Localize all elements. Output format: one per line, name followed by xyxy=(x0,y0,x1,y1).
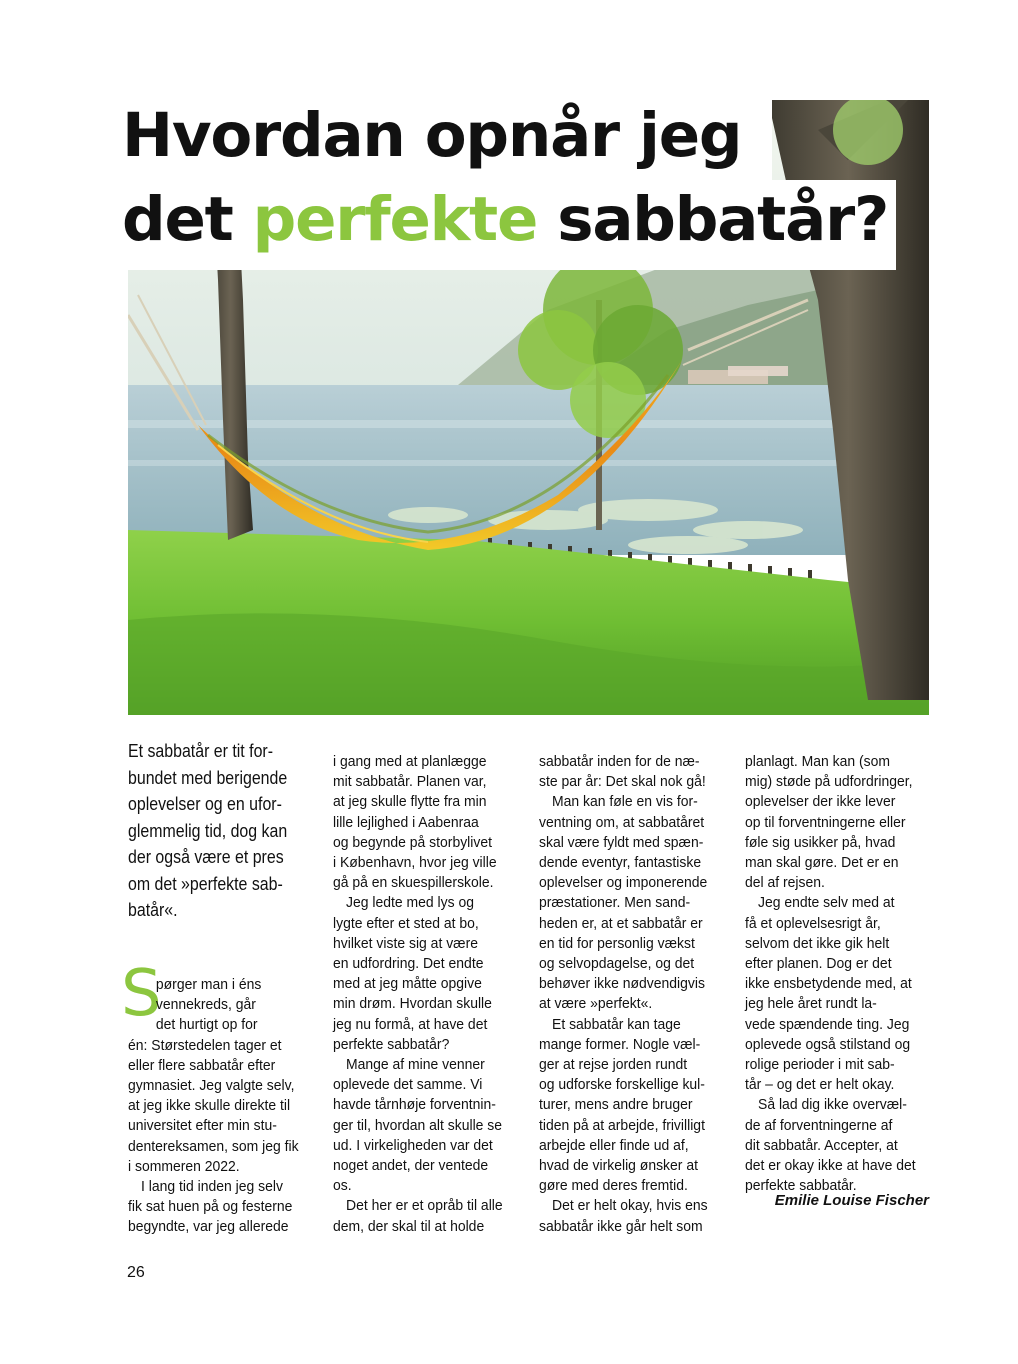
column-line: skal være fyldt med spæn- xyxy=(539,833,704,851)
column-line: oplevelser der ikke lever xyxy=(745,793,896,811)
column-line: rolige perioder i mit sab- xyxy=(745,1056,895,1074)
column-line: tår – og det er helt okay. xyxy=(745,1076,895,1094)
column-line: ger at rejse jorden rundt xyxy=(539,1056,688,1074)
column-line: begyndte, var jeg allerede xyxy=(128,1218,289,1236)
column-line: havde tårnhøje forventnin- xyxy=(333,1096,496,1114)
column-line: planlagt. Man kan (som xyxy=(745,753,891,770)
column-line: fik sat huen på og festerne xyxy=(128,1198,293,1216)
column-line: og begynde på storbylivet xyxy=(333,833,492,851)
column-line: lygte efter et sted at bo, xyxy=(333,914,479,932)
intro-line: om det »perfekte sab- xyxy=(128,872,283,894)
column-line: oplevede det samme. Vi xyxy=(333,1076,483,1094)
column-line: sabbatår inden for de næ- xyxy=(539,753,700,770)
column-line: dende eventyr, fantastiske xyxy=(539,854,702,872)
column-line: en udfordring. Det endte xyxy=(333,955,484,973)
column-line: os. xyxy=(333,1177,352,1195)
column-line: min drøm. Hvordan skulle xyxy=(333,995,492,1013)
column-line: Det er helt okay, hvis ens xyxy=(552,1197,708,1215)
column-line: vennekreds, går xyxy=(155,996,256,1014)
headline-line-2-start: det xyxy=(122,184,253,255)
column-line: man skal gøre. Det er en xyxy=(745,854,899,872)
column-line: gøre med deres fremtid. xyxy=(539,1177,688,1195)
column-line: mig) støde på udfordringer, xyxy=(745,773,913,791)
column-line: Jeg endte selv med at xyxy=(758,894,895,912)
column-line: perfekte sabbatår? xyxy=(333,1035,450,1053)
column-line: pørger man i éns xyxy=(155,976,262,993)
column-line: præstationer. Men sand- xyxy=(539,894,691,912)
column-line: op til forventningerne eller xyxy=(745,813,906,831)
intro-line: glemmelig tid, dog kan xyxy=(128,819,288,841)
column-line: del af rejsen. xyxy=(745,874,825,892)
intro-line: batår«. xyxy=(128,899,178,920)
column-line: at jeg skulle flytte fra min xyxy=(333,793,487,811)
column-line: at være »perfekt«. xyxy=(539,995,653,1013)
column-line: hvad de virkelig ønsker at xyxy=(539,1157,698,1175)
column-line: ger til, hvordan alt skulle se xyxy=(333,1116,503,1134)
headline-line-2-end: sabbatår? xyxy=(537,184,889,255)
column-line: ud. I virkeligheden var det xyxy=(333,1136,493,1154)
column-line: i København, hvor jeg ville xyxy=(333,854,497,872)
column-line: i gang med at planlægge xyxy=(333,753,487,770)
intro-line: bundet med berigende xyxy=(128,766,288,788)
column-line: ste par år: Det skal nok gå! xyxy=(539,773,706,791)
column-line: efter planen. Dog er det xyxy=(745,955,892,973)
body-column-2 xyxy=(333,752,523,1237)
column-line: selvom det ikke gik helt xyxy=(745,934,890,952)
headline-line-1: Hvordan opnår jeg xyxy=(122,100,742,171)
column-line: én: Størstedelen tager et xyxy=(128,1036,282,1054)
body-column-4 xyxy=(745,752,935,1196)
column-line: Mange af mine venner xyxy=(346,1056,485,1074)
column-line: og udforske forskellige kul- xyxy=(539,1076,705,1094)
column-line: gå på en skuespillerskole. xyxy=(333,874,494,892)
column-line: de af forventningerne af xyxy=(745,1116,893,1134)
column-line: tiden på at arbejde, frivilligt xyxy=(539,1116,705,1134)
column-line: ikke ensbetydende med, at xyxy=(745,975,912,993)
intro-paragraph xyxy=(128,738,288,924)
column-line: sabbatår ikke går helt som xyxy=(539,1217,703,1235)
intro-line: der også være et pres xyxy=(128,846,284,867)
column-line: Jeg ledte med lys og xyxy=(346,894,474,912)
body-column-3 xyxy=(539,752,729,1237)
column-line: det hurtigt op for xyxy=(155,1016,258,1034)
column-line: Et sabbatår kan tage xyxy=(552,1015,681,1033)
author-byline: Emilie Louise Fischer xyxy=(774,1192,929,1209)
column-line: oplevelser og imponerende xyxy=(539,874,708,892)
column-line: det er okay ikke at have det xyxy=(745,1157,916,1175)
column-line: jeg hele året rundt la- xyxy=(745,995,877,1013)
column-line: dem, der skal til at holde xyxy=(333,1217,485,1235)
column-line: noget andet, der ventede xyxy=(333,1157,489,1175)
column-line: behøver ikke nødvendigvis xyxy=(539,975,705,993)
column-line: heden er, at et sabbatår er xyxy=(539,914,703,932)
column-line: vede spændende ting. Jeg xyxy=(745,1015,910,1033)
column-line: eller flere sabbatår efter xyxy=(128,1056,276,1074)
column-line: I lang tid inden jeg selv xyxy=(141,1178,283,1196)
intro-line: Et sabbatår er tit for- xyxy=(128,740,274,761)
column-line: mit sabbatår. Planen var, xyxy=(333,773,487,791)
column-line: perfekte sabbatår. xyxy=(745,1177,857,1195)
column-line: jeg nu formå, at have det xyxy=(333,1015,488,1033)
column-line: universitet efter min stu- xyxy=(128,1117,277,1135)
column-line: en tid for personlig vækst xyxy=(539,934,695,952)
column-line: lille lejlighed i Aabenraa xyxy=(333,813,479,831)
column-line: hvilket viste sig at være xyxy=(333,934,478,952)
column-line: i sommeren 2022. xyxy=(128,1157,240,1175)
column-line: turer, mens andre bruger xyxy=(539,1096,693,1114)
headline-accent-word: perfekte xyxy=(252,184,538,255)
column-line: at jeg ikke skulle direkte til xyxy=(128,1097,291,1115)
intro-line: oplevelser og en ufor- xyxy=(128,793,282,814)
column-line: føle sig usikker på, hvad xyxy=(745,833,896,851)
column-line: arbejde eller finde ud af, xyxy=(539,1136,689,1154)
page-number: 26 xyxy=(127,1264,145,1281)
column-line: ventning om, at sabbatåret xyxy=(539,813,705,831)
column-line: få et oplevelsesrigt år, xyxy=(745,914,881,932)
column-line: med at jeg måtte opgive xyxy=(333,975,482,993)
column-line: gymnasiet. Jeg valgte selv, xyxy=(128,1077,295,1095)
column-line: og selvopdagelse, og det xyxy=(539,955,695,973)
column-line: mange former. Nogle væl- xyxy=(539,1035,701,1053)
column-line: Man kan føle en vis for- xyxy=(552,793,698,811)
column-line: Det her er et opråb til alle xyxy=(346,1197,503,1215)
body-column-1 xyxy=(128,975,318,1238)
article-headline xyxy=(122,94,888,262)
drop-cap: S xyxy=(121,957,162,1031)
column-line: Så lad dig ikke overvæl- xyxy=(758,1096,907,1114)
column-line: oplevede også stilstand og xyxy=(745,1035,911,1053)
column-line: dentereksamen, som jeg fik xyxy=(128,1137,299,1155)
column-line: dit sabbatår. Accepter, at xyxy=(745,1136,898,1154)
